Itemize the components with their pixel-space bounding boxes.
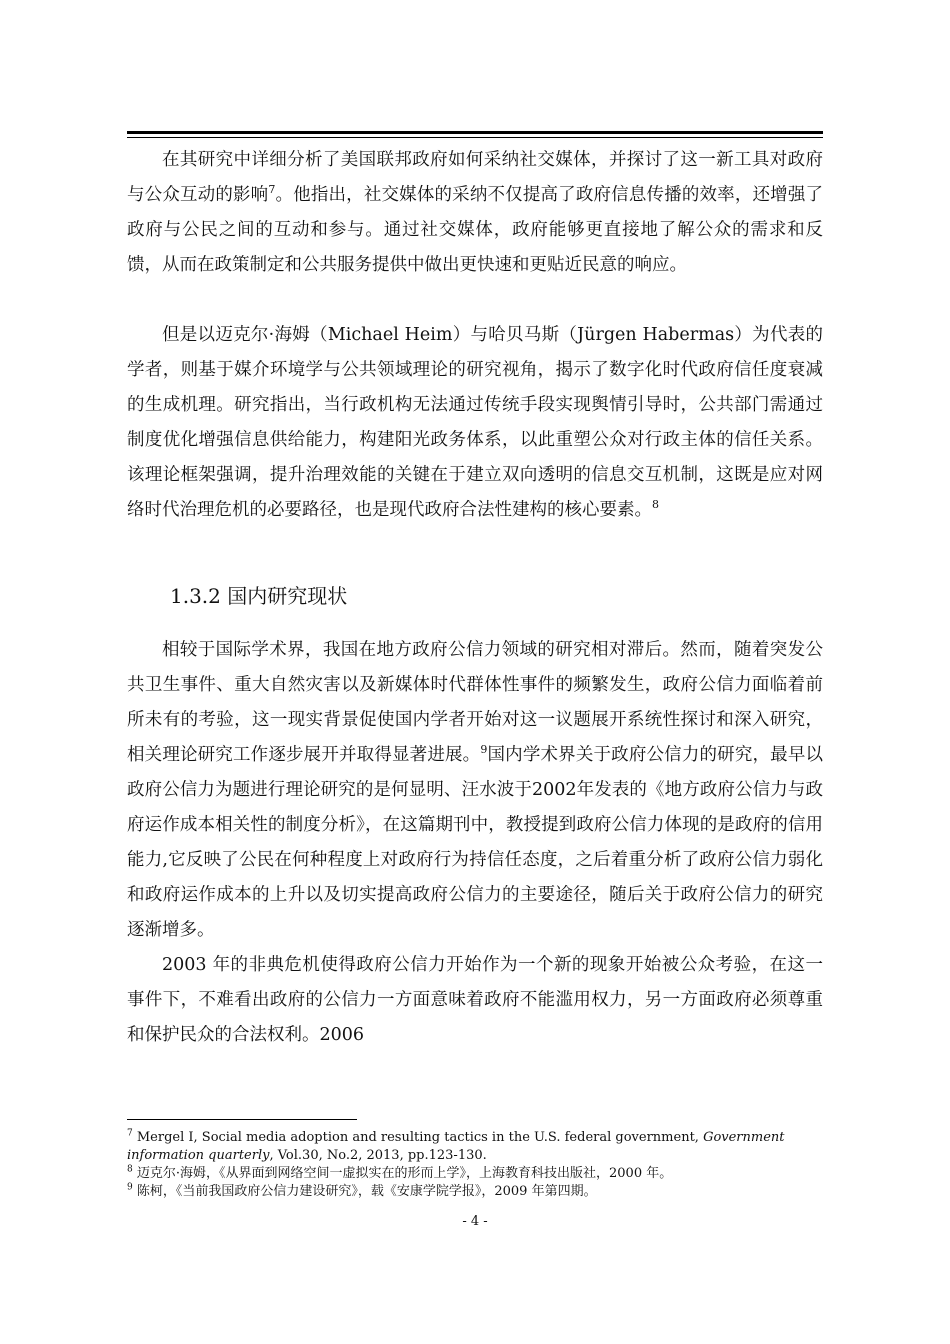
footnote-9 <box>127 1183 823 1201</box>
footnote-ref-8[interactable]: 8 <box>652 498 659 512</box>
header-rule-thick <box>127 131 823 134</box>
page-number: - 4 - <box>462 1214 488 1229</box>
footnote-7 <box>127 1129 823 1165</box>
paragraph-1-text-cont: 。他指出，社交媒体的采纳不仅提高了政府信息传播的效率，还增强了政府与公民之间的互动和参与。通过社交媒体，政府能够更直接地了解公众的需求和反馈，从而在政策制定和公共服务提供中做出更快速和更贴近民意的响应。 <box>127 185 824 275</box>
footnote-8 <box>127 1165 823 1183</box>
paragraph-3 <box>127 633 823 948</box>
footnote-7-text: Mergel I, Social media adoption and resulting tactics in the U.S. federal government, <box>132 1130 704 1145</box>
footnote-7-journal: Government information quarterly <box>127 1130 785 1163</box>
footnotes <box>127 1129 823 1201</box>
footnote-separator <box>127 1119 357 1120</box>
footnote-9-text: 陈柯，《当前我国政府公信力建设研究》，载《安康学院学报》，2009 年第四期。 <box>132 1184 597 1199</box>
footnote-7-number: 7 <box>127 1128 133 1139</box>
footnote-8-text: 迈克尔·海姆，《从界面到网络空间一虚拟实在的形而上学》，上海教育科技出版社，2000 年。 <box>132 1166 673 1181</box>
paragraph-3-text-cont: 国内学术界关于政府公信力的研究，最早以政府公信力为题进行理论研究的是何显明、汪水波于2002年发表的《地方政府公信力与政府运作成本相关性的制度分析》，在这篇期刊中，教授提到政府公信力体现的是政府的信用能力,它反映了公民在何种程度上对政府行为持信任态度，之后着重分析了政府公信力弱化和政府运作成本的上升以及切实提高政府公信力的主要途径，随后关于政府公信力的研究逐渐增多。 <box>127 745 824 940</box>
header-rule-thin <box>127 137 823 138</box>
footnote-ref-9[interactable]: 9 <box>480 743 488 757</box>
paragraph-2-text: 但是以迈克尔·海姆（Michael Heim）与哈贝马斯（Jürgen Habermas）为代表的学者，则基于媒介环境学与公共领域理论的研究视角，揭示了数字化时代政府信任度衰减的生成机理。研究指出，当行政机构无法通过传统手段实现舆情引导时，公共部门需通过制度优化增强信息供给能力，构建阳光政务体系，以此重塑公众对行政主体的信任关系。该理论框架强调，提升治理效能的关键在于建立双向透明的信息交互机制，这既是应对网络时代治理危机的必要路径，也是现代政府合法性建构的核心要素。 <box>127 325 823 520</box>
paragraph-2 <box>127 318 823 528</box>
paragraph-4-text: 2003 年的非典危机使得政府公信力开始作为一个新的现象开始被公众考验，在这一事件下，不难看出政府的公信力一方面意味着政府不能滥用权力，另一方面政府必须尊重和保护民众的合法权利。2006 <box>127 955 823 1045</box>
paragraph-1-text: 在其研究中详细分析了美国联邦政府如何采纳社交媒体，并探讨了这一新工具对政府与公众互动的影响 <box>127 150 823 205</box>
section-heading: 1.3.2 国内研究现状 <box>170 584 348 608</box>
paragraph-1 <box>127 143 823 283</box>
footnote-ref-7[interactable]: 7 <box>268 183 276 197</box>
footnote-8-number: 8 <box>127 1164 133 1175</box>
paragraph-4 <box>127 948 823 1053</box>
footnote-9-number: 9 <box>127 1182 133 1193</box>
footnote-7-tail: , Vol.30, No.2, 2013, pp.123-130. <box>269 1148 487 1163</box>
paragraph-3-text: 相较于国际学术界，我国在地方政府公信力领域的研究相对滞后。然而，随着突发公共卫生事件、重大自然灾害以及新媒体时代群体性事件的频繁发生，政府公信力面临着前所未有的考验，这一现实背景促使国内学者开始对这一议题展开系统性探讨和深入研究，相关理论研究工作逐步展开并取得显著进展。 <box>127 640 823 765</box>
